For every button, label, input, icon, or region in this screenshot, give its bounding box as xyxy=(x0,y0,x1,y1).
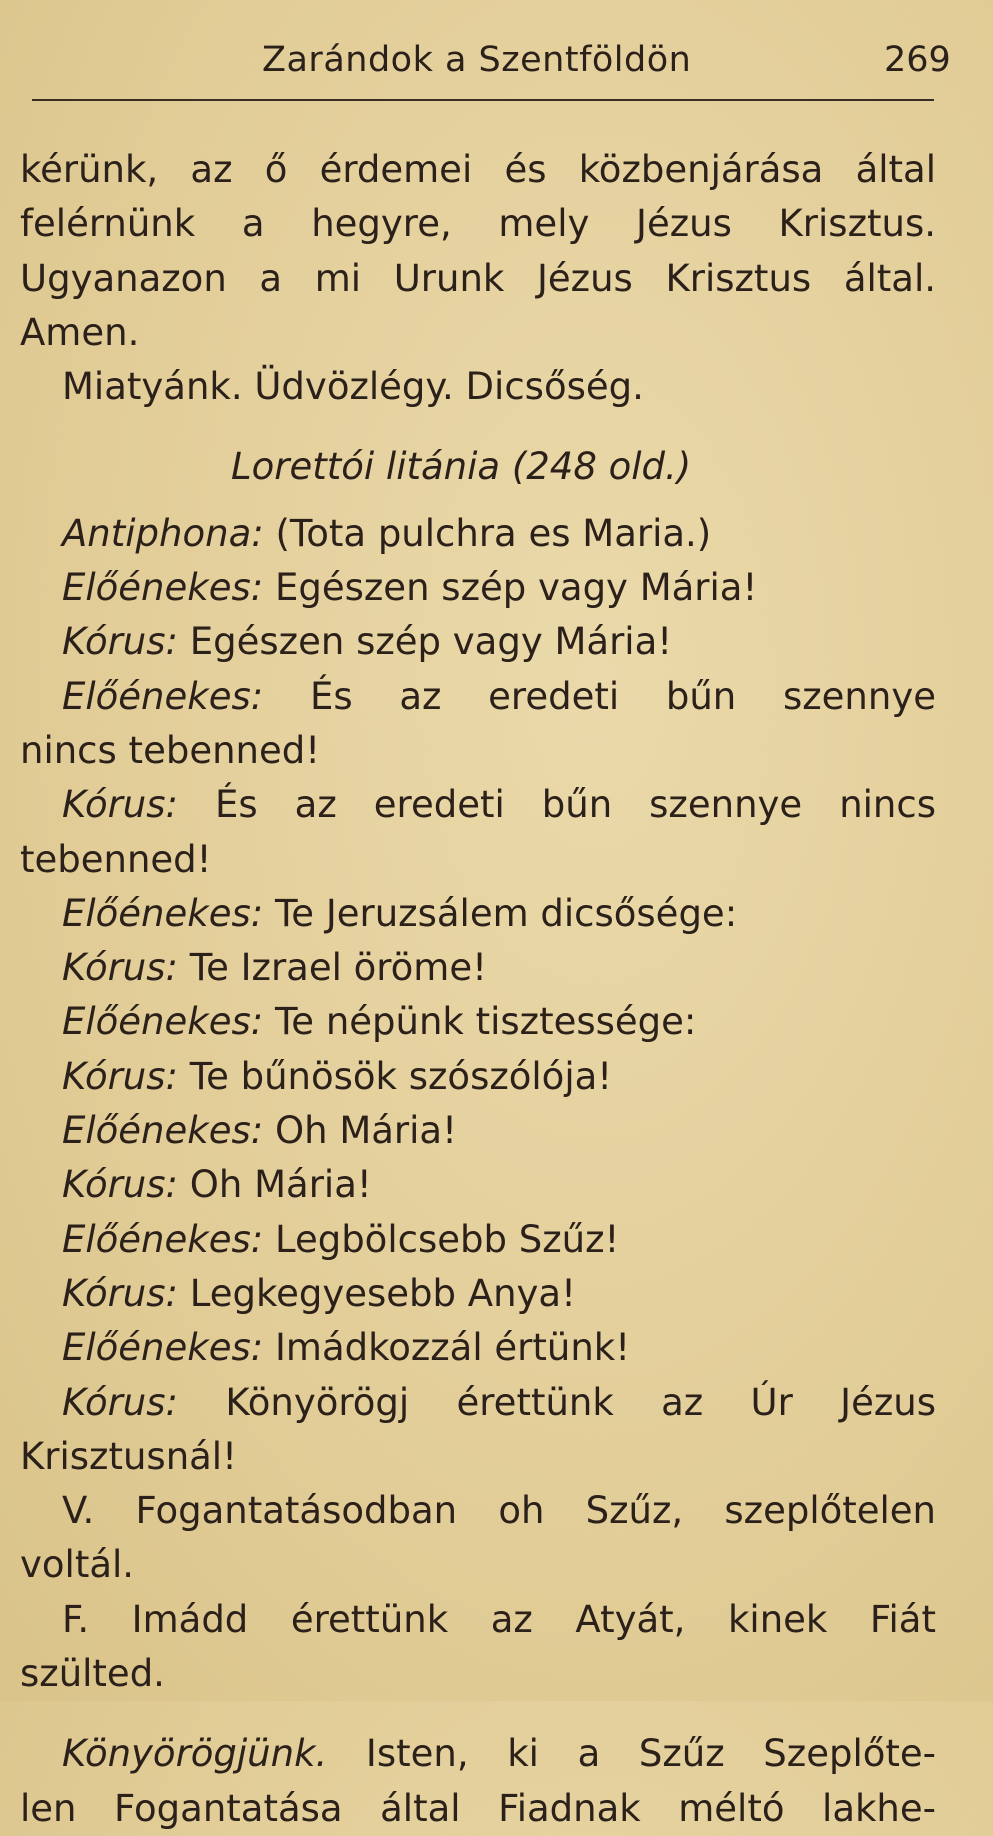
body-line: kérünk, az ő érdemei és közbenjárása által xyxy=(20,148,936,191)
oratio-text: Isten, ki a Szűz Szeplőte- xyxy=(365,1732,936,1776)
dialogue-line xyxy=(20,1267,936,1321)
dialogue-line xyxy=(20,778,936,832)
oratio-label: Könyörögjünk. xyxy=(62,1732,328,1776)
dialogue-line xyxy=(20,941,936,995)
dialogue-text: Te bűnösök szószólója! xyxy=(189,1054,613,1098)
dialogue-continuation: Krisztusnál! xyxy=(20,1434,237,1478)
dialogue-continuation: nincs tebenned! xyxy=(20,728,321,772)
dialogue-line xyxy=(20,887,936,941)
dialogue-line xyxy=(20,1376,936,1430)
response-line: szülted. xyxy=(20,1652,165,1696)
dialogue-line xyxy=(20,995,936,1049)
antiphona-label: Antiphona: xyxy=(62,511,264,555)
speaker-label: Kórus: xyxy=(62,1380,178,1424)
antiphona-line xyxy=(20,507,936,561)
dialogue-text: Oh Mária! xyxy=(189,1163,372,1207)
dialogue-line xyxy=(20,1104,936,1158)
dialogue-text: Legbölcsebb Szűz! xyxy=(274,1217,620,1261)
dialogue-line xyxy=(20,615,936,669)
speaker-label: Előénekes: xyxy=(62,674,264,718)
dialogue-continuation: tebenned! xyxy=(20,837,212,881)
oratio-line xyxy=(20,1727,936,1781)
speaker-label: Előénekes: xyxy=(62,566,264,610)
response-line: F. Imádd érettünk az Atyát, kinek Fiát xyxy=(62,1597,936,1641)
body-line: felérnünk a hegyre, mely Jézus Krisztus. xyxy=(20,202,936,246)
speaker-label: Kórus: xyxy=(62,1054,178,1098)
dialogue-text: És az eredeti bűn szennye nincs xyxy=(215,783,936,827)
antiphona-text: (Tota pulchra es Maria.) xyxy=(275,511,712,555)
dialogue-text: Te népünk tisztessége: xyxy=(274,1000,697,1044)
speaker-label: Kórus: xyxy=(62,783,178,827)
dialogue-line xyxy=(20,561,936,615)
dialogue-line xyxy=(20,1213,936,1267)
spacer xyxy=(20,495,936,507)
spacer xyxy=(20,1701,936,1727)
versicle-line: voltál. xyxy=(20,1543,135,1587)
running-title: Zarándok a Szentföldön xyxy=(262,40,692,80)
dialogue-line xyxy=(20,1158,936,1212)
dialogue-text: Egészen szép vagy Mária! xyxy=(274,566,758,610)
speaker-label: Előénekes: xyxy=(62,1217,264,1261)
page-header xyxy=(0,40,993,80)
dialogue-text: Legkegyesebb Anya! xyxy=(189,1271,576,1315)
speaker-label: Előénekes: xyxy=(62,1000,264,1044)
speaker-label: Kórus: xyxy=(62,1163,178,1207)
dialogue-line xyxy=(20,670,936,724)
dialogue-text: Könyörögj érettünk az Úr Jézus xyxy=(225,1380,936,1424)
body-line: Amen. xyxy=(20,310,140,354)
versicle-line: V. Fogantatásodban oh Szűz, szeplőtelen xyxy=(62,1489,936,1533)
speaker-label: Előénekes: xyxy=(62,1326,264,1370)
spacer xyxy=(20,414,936,440)
section-heading: Lorettói litánia (248 old.) xyxy=(231,445,692,489)
speaker-label: Előénekes: xyxy=(62,891,264,935)
dialogue-text: Oh Mária! xyxy=(274,1109,457,1153)
body-line: Miatyánk. Üdvözlégy. Dicsőség. xyxy=(62,365,644,409)
header-rule xyxy=(32,99,934,101)
speaker-label: Kórus: xyxy=(62,946,178,990)
dialogue-text: És az eredeti bűn szennye xyxy=(309,674,936,718)
oratio-line: len Fogantatása által Fiadnak méltó lakhe- xyxy=(20,1786,936,1830)
dialogue-text: Imádkozzál értünk! xyxy=(274,1326,631,1370)
dialogue-line xyxy=(20,1321,936,1375)
dialogue-text: Te Izrael öröme! xyxy=(189,946,487,990)
dialogue-text: Egészen szép vagy Mária! xyxy=(189,620,673,664)
page-number: 269 xyxy=(884,40,951,80)
speaker-label: Kórus: xyxy=(62,1271,178,1315)
speaker-label: Kórus: xyxy=(62,620,178,664)
dialogue-text: Te Jeruzsálem dicsősége: xyxy=(274,891,738,935)
speaker-label: Előénekes: xyxy=(62,1109,264,1153)
page-body xyxy=(20,143,936,1836)
body-line: Ugyanazon a mi Urunk Jézus Krisztus által. xyxy=(20,256,936,300)
dialogue-line xyxy=(20,1050,936,1104)
